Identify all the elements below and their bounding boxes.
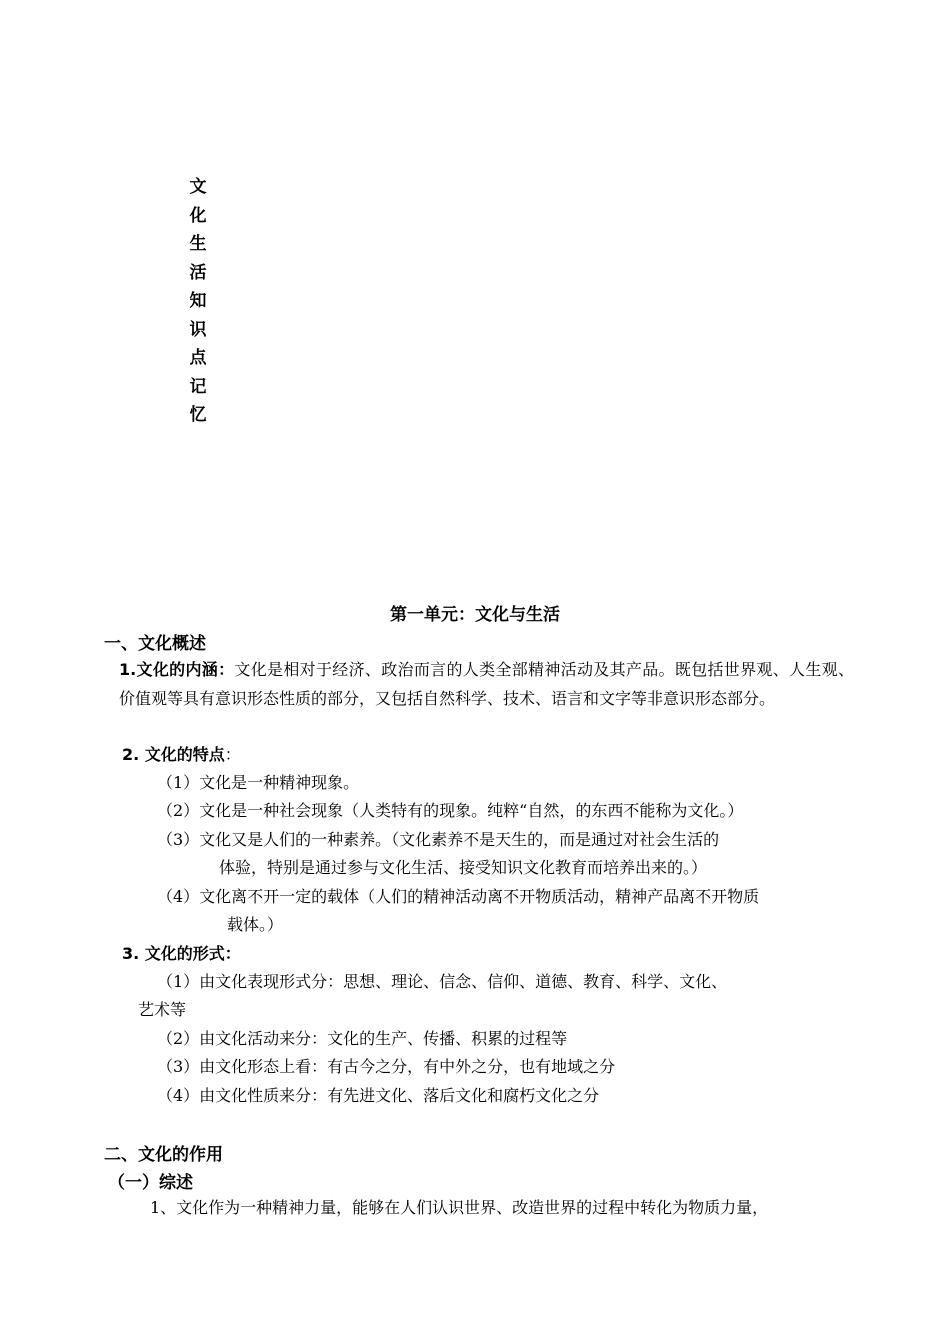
list-item-continuation: 载体。） <box>227 915 284 934</box>
paragraph-line: 1、文化作为一种精神力量，能够在人们认识世界、改造世界的过程中转化为物质力量， <box>150 1198 769 1217</box>
definition-paragraph <box>119 656 854 713</box>
vertical-title-char: 记 <box>189 376 207 397</box>
list-item-continuation: 艺术等 <box>138 1000 187 1019</box>
section-heading: 一、文化概述 <box>104 634 206 654</box>
vertical-title-char: 化 <box>189 205 207 226</box>
vertical-title-char: 生 <box>189 234 207 254</box>
section-heading: 二、文化的作用 <box>104 1145 223 1165</box>
list-item: （2）由文化活动来分：文化的生产、传播、积累的过程等 <box>157 1029 568 1048</box>
vertical-title-char: 文 <box>189 177 207 197</box>
item-heading: 3. 文化的形式： <box>122 944 241 963</box>
vertical-title <box>187 176 209 433</box>
list-item: （3）由文化形态上看：有古今之分，有中外之分，也有地域之分 <box>157 1057 616 1076</box>
vertical-title-char: 活 <box>189 262 207 283</box>
vertical-title-char: 点 <box>189 348 207 368</box>
item-heading <box>122 741 241 769</box>
definition-text: 文化是相对于经济、政治而言的人类全部精神活动及其产品。既包括世界观、人生观、价值观等具有意识形态性质的部分，又包括自然科学、技术、语言和文字等非意识形态部分。 <box>119 660 854 708</box>
unit-title: 第一单元：文化与生活 <box>390 605 560 625</box>
subsection-heading: （一）综述 <box>108 1173 193 1193</box>
vertical-title-char: 识 <box>189 319 207 340</box>
list-item: （2）文化是一种社会现象（人类特有的现象。纯粹“自然，的东西不能称为文化。） <box>157 801 744 820</box>
list-item-continuation: 体验，特别是通过参与文化生活、接受知识文化教育而培养出来的。） <box>219 858 708 877</box>
item-colon: ： <box>224 745 241 764</box>
list-item: （4）由文化性质来分：有先进文化、落后文化和腐朽文化之分 <box>157 1086 600 1105</box>
list-item: （1）由文化表现形式分：思想、理论、信念、信仰、道德、教育、科学、文化、 <box>157 972 728 991</box>
item-label: 2. 文化的特点 <box>122 745 225 764</box>
list-item: （4）文化离不开一定的载体（人们的精神活动离不开物质活动，精神产品离不开物质 <box>157 887 760 906</box>
vertical-title-char: 知 <box>189 291 207 311</box>
list-item: （3）文化又是人们的一种素养。（文化素养不是天生的，而是通过对社会生活的 <box>157 830 720 849</box>
vertical-title-char: 忆 <box>189 405 207 425</box>
definition-label: 1.文化的内涵： <box>119 660 235 679</box>
list-item: （1）文化是一种精神现象。 <box>157 773 360 792</box>
